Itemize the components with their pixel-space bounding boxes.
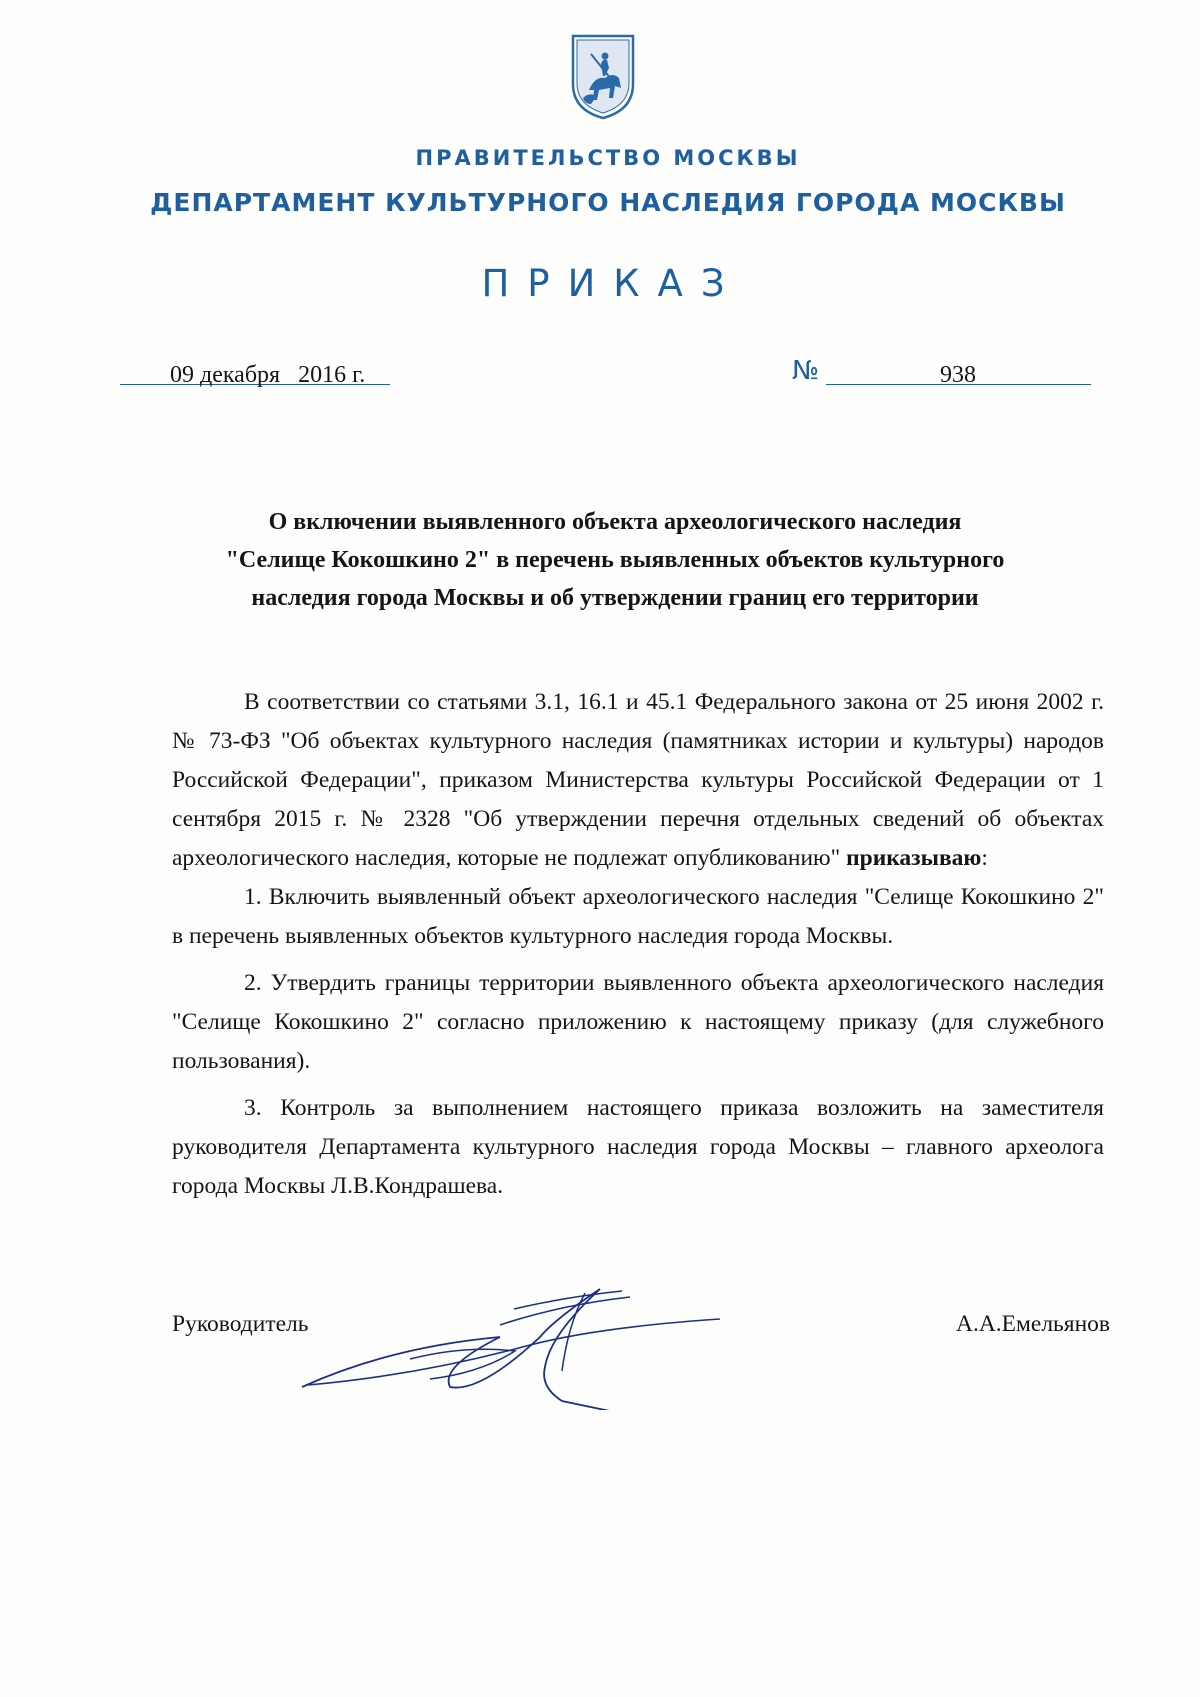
government-name: ПРАВИТЕЛЬСТВО МОСКВЫ (415, 146, 801, 170)
signer-name: А.А.Емельянов (955, 1311, 1110, 1337)
order-date: 09 декабря 2016 г. (170, 362, 366, 388)
signer-position: Руководитель (172, 1311, 309, 1337)
order-item-2: 2. Утвердить границы территории выявленного объекта археологического наследия "Селище Кокошкино 2" согласно приложению к настоящему приказу (для служебного пользования). (172, 970, 1104, 1074)
document-type: ПРИКАЗ (481, 262, 743, 305)
department-name: ДЕПАРТАМЕНТ КУЛЬТУРНОГО НАСЛЕДИЯ ГОРОДА МОСКВЫ (150, 188, 1066, 217)
order-keyword: приказываю (846, 845, 982, 871)
preamble-paragraph: В соответствии со статьями 3.1, 16.1 и 45.1 Федерального закона от 25 июня 2002 г. № 73-ФЗ "Об объектах культурного наследия (памятниках истории и культуры) народов Российской Федерации", приказом Министерства культуры Российской Федерации от 1 сентября 2015 г. № 2328 "Об утверждении перечня отдельных сведений об объектах археологического наследия, которые не подлежат опубликованию" приказываю: (172, 689, 1104, 871)
number-label: № (792, 356, 820, 386)
title-line: О включении выявленного объекта археологического наследия (268, 509, 962, 535)
handwritten-signature (300, 1275, 730, 1410)
moscow-coat-of-arms-icon (569, 32, 637, 122)
order-item-3: 3. Контроль за выполнением настоящего приказа возложить на заместителя руководителя Департамента культурного наследия города Москвы – главного археолога города Москвы Л.В.Кондрашева. (172, 1095, 1104, 1199)
order-item-1: 1. Включить выявленный объект археологического наследия "Селище Кокошкино 2" в перечень выявленных объектов культурного наследия города Москвы. (172, 884, 1104, 949)
order-title (150, 503, 1080, 617)
title-line: наследия города Москвы и об утверждении границ его территории (251, 585, 979, 611)
order-number: 938 (940, 362, 976, 388)
title-line: "Селище Кокошкино 2" в перечень выявленных объектов культурного (225, 547, 1005, 573)
order-body (172, 683, 1104, 1206)
